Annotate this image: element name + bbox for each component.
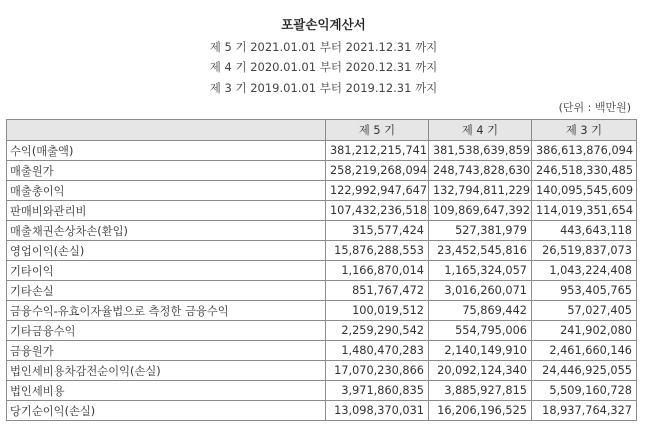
value-period-5: 258,219,268,094 xyxy=(326,161,429,181)
table-row xyxy=(7,261,637,281)
value-period-5: 3,971,860,835 xyxy=(326,381,429,401)
header-period-4: 제 4 기 xyxy=(429,120,532,141)
value-period-4: 1,165,324,057 xyxy=(429,261,532,281)
value-period-3: 241,902,080 xyxy=(532,321,637,341)
value-period-5: 851,767,472 xyxy=(326,281,429,301)
value-period-3: 18,937,764,327 xyxy=(532,401,637,421)
value-period-3: 246,518,330,485 xyxy=(532,161,637,181)
table-row xyxy=(7,301,637,321)
income-statement-table xyxy=(6,119,637,421)
row-label: 수익(매출액) xyxy=(7,141,326,161)
value-period-4: 554,795,006 xyxy=(429,321,532,341)
value-period-3: 140,095,545,609 xyxy=(532,181,637,201)
value-period-4: 2,140,149,910 xyxy=(429,341,532,361)
table-row xyxy=(7,341,637,361)
document-title: 포괄손익계산서 xyxy=(281,17,366,32)
table-row xyxy=(7,181,637,201)
period-line-3: 제 3 기 2019.01.01 부터 2019.12.31 까지 xyxy=(209,81,438,95)
row-label: 매출원가 xyxy=(7,161,326,181)
table-row xyxy=(7,401,637,421)
unit-label: (단위 : 백만원) xyxy=(558,101,631,114)
table-row xyxy=(7,321,637,341)
value-period-3: 24,446,925,055 xyxy=(532,361,637,381)
value-period-5: 122,992,947,647 xyxy=(326,181,429,201)
value-period-4: 23,452,545,816 xyxy=(429,241,532,261)
row-label: 금융원가 xyxy=(7,341,326,361)
value-period-4: 3,016,260,071 xyxy=(429,281,532,301)
value-period-5: 2,259,290,542 xyxy=(326,321,429,341)
value-period-3: 1,043,224,408 xyxy=(532,261,637,281)
value-period-5: 15,876,288,553 xyxy=(326,241,429,261)
period-line-4: 제 4 기 2020.01.01 부터 2020.12.31 까지 xyxy=(209,60,438,74)
header-label xyxy=(7,120,326,141)
value-period-5: 1,480,470,283 xyxy=(326,341,429,361)
table-row xyxy=(7,221,637,241)
value-period-3: 953,405,765 xyxy=(532,281,637,301)
row-label: 판매비와관리비 xyxy=(7,201,326,221)
row-label: 영업이익(손실) xyxy=(7,241,326,261)
header-period-5: 제 5 기 xyxy=(326,120,429,141)
value-period-5: 381,212,215,741 xyxy=(326,141,429,161)
value-period-3: 2,461,660,146 xyxy=(532,341,637,361)
value-period-3: 443,643,118 xyxy=(532,221,637,241)
value-period-5: 17,070,230,866 xyxy=(326,361,429,381)
header-period-3: 제 3 기 xyxy=(532,120,637,141)
table-row xyxy=(7,281,637,301)
value-period-4: 109,869,647,392 xyxy=(429,201,532,221)
row-label: 법인세비용차감전순이익(손실) xyxy=(7,361,326,381)
table-row xyxy=(7,201,637,221)
value-period-3: 114,019,351,654 xyxy=(532,201,637,221)
table-row xyxy=(7,361,637,381)
table-row xyxy=(7,141,637,161)
value-period-5: 100,019,512 xyxy=(326,301,429,321)
table-row xyxy=(7,241,637,261)
table-row xyxy=(7,161,637,181)
value-period-3: 386,613,876,094 xyxy=(532,141,637,161)
row-label: 기타이익 xyxy=(7,261,326,281)
row-label: 매출총이익 xyxy=(7,181,326,201)
period-line-5: 제 5 기 2021.01.01 부터 2021.12.31 까지 xyxy=(209,40,438,54)
value-period-5: 107,432,236,518 xyxy=(326,201,429,221)
row-label: 기타금융수익 xyxy=(7,321,326,341)
value-period-4: 381,538,639,859 xyxy=(429,141,532,161)
row-label: 당기순이익(손실) xyxy=(7,401,326,421)
value-period-3: 57,027,405 xyxy=(532,301,637,321)
table-header-row xyxy=(7,120,637,141)
value-period-4: 248,743,828,630 xyxy=(429,161,532,181)
value-period-4: 3,885,927,815 xyxy=(429,381,532,401)
value-period-3: 5,509,160,728 xyxy=(532,381,637,401)
value-period-3: 26,519,837,073 xyxy=(532,241,637,261)
value-period-4: 75,869,442 xyxy=(429,301,532,321)
row-label: 금융수익-유효이자율법으로 측정한 금융수익 xyxy=(7,301,326,321)
value-period-5: 315,577,424 xyxy=(326,221,429,241)
value-period-5: 1,166,870,014 xyxy=(326,261,429,281)
value-period-4: 132,794,811,229 xyxy=(429,181,532,201)
row-label: 기타손실 xyxy=(7,281,326,301)
row-label: 법인세비용 xyxy=(7,381,326,401)
value-period-5: 13,098,370,031 xyxy=(326,401,429,421)
row-label: 매출채권손상차손(환입) xyxy=(7,221,326,241)
value-period-4: 20,092,124,340 xyxy=(429,361,532,381)
value-period-4: 16,206,196,525 xyxy=(429,401,532,421)
table-row xyxy=(7,381,637,401)
value-period-4: 527,381,979 xyxy=(429,221,532,241)
